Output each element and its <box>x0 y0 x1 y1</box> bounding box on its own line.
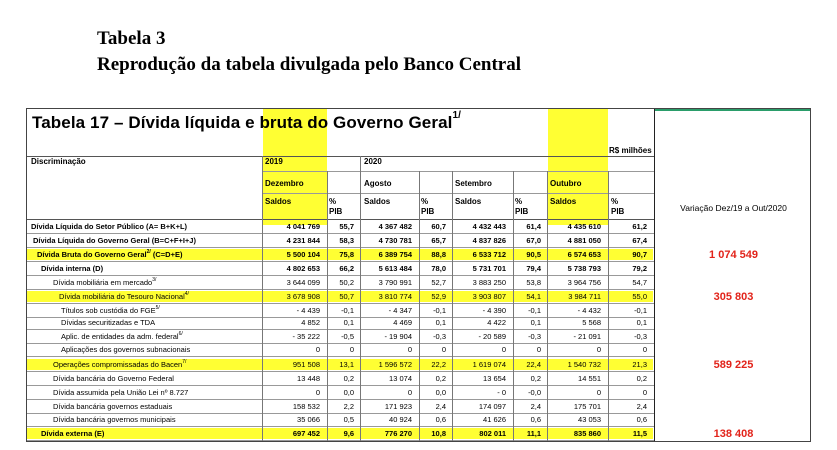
cell-pct-set: 0 <box>536 345 541 354</box>
row-rule <box>27 233 655 234</box>
right-panel-top-line <box>655 109 811 111</box>
cell-saldo-dez: 4 231 844 <box>286 236 320 245</box>
row-rule <box>27 356 655 357</box>
cell-saldo-set: 6 533 712 <box>472 250 506 259</box>
cell-saldo-dez: 158 532 <box>292 402 320 411</box>
cell-pct-set: 2,4 <box>530 402 541 411</box>
row-label: Dívida externa (E) <box>41 429 105 438</box>
cell-pct-ago: 10,8 <box>431 429 446 438</box>
sub-pct-dez: % <box>329 197 337 206</box>
cell-pct-out: 21,3 <box>632 360 647 369</box>
cell-pct-ago: 52,7 <box>431 278 446 287</box>
col-divider <box>547 171 548 441</box>
table-row <box>27 291 653 302</box>
row-label: Dívida Bruta do Governo Geral$^{2/}$ (C=D+E) <box>37 249 183 259</box>
cell-saldo-set: 3 883 250 <box>472 278 506 287</box>
cell-pct-dez: 2,2 <box>343 402 354 411</box>
cell-saldo-ago: 0 <box>407 345 412 354</box>
row-rule <box>27 385 655 386</box>
cell-pct-out: 90,7 <box>632 250 647 259</box>
sub-pib-dez: PIB <box>329 207 343 216</box>
col-divider <box>513 171 514 441</box>
variation-value: 305 803 <box>713 291 754 303</box>
variation-value: 1 074 549 <box>709 249 758 261</box>
cell-pct-ago: 60,7 <box>431 222 446 231</box>
row-label: Dívida interna (D) <box>41 264 104 273</box>
row-label: Dívida Líquida do Setor Público (A= B+K+L) <box>31 222 188 231</box>
cell-saldo-set: 802 011 <box>479 429 506 438</box>
cell-pct-dez: 58,3 <box>339 236 354 245</box>
cell-saldo-ago: 3 810 774 <box>378 292 412 301</box>
cell-saldo-set: 4 837 826 <box>472 236 506 245</box>
cell-saldo-out: 3 964 756 <box>567 278 601 287</box>
cell-pct-set: 0,2 <box>530 374 541 383</box>
cell-saldo-dez: 5 500 104 <box>286 250 320 259</box>
cell-saldo-dez: - 4 439 <box>296 306 320 315</box>
cell-pct-ago: 52,9 <box>431 292 446 301</box>
cell-saldo-dez: - 35 222 <box>292 332 320 341</box>
row-label: Dívida bancária governos municipais <box>53 415 176 424</box>
cell-saldo-dez: 3 678 908 <box>286 292 320 301</box>
cell-saldo-ago: 4 469 <box>393 318 412 327</box>
sub-saldos-ago: Saldos <box>364 197 391 206</box>
cell-saldo-set: 1 619 074 <box>472 360 506 369</box>
cell-pct-dez: 0,1 <box>343 318 354 327</box>
cell-saldo-out: 0 <box>596 345 601 354</box>
cell-saldo-dez: 35 066 <box>297 415 320 424</box>
table-title: Tabela 17 – Dívida líquida e bruta do Governo Geral$^{1/}$ <box>32 110 462 132</box>
cell-pct-out: 11,5 <box>632 429 647 438</box>
row-label: Dívida bancária governos estaduais <box>53 402 173 411</box>
cell-pct-set: 67,0 <box>526 236 541 245</box>
cell-saldo-dez: 4 802 653 <box>286 264 320 273</box>
cell-pct-set: -0,0 <box>528 388 541 397</box>
cell-pct-dez: 55,7 <box>339 222 354 231</box>
cell-pct-ago: -0,1 <box>433 306 446 315</box>
cell-pct-dez: 0,5 <box>343 415 354 424</box>
row-label: Dívida mobiliária do Tesouro Nacional$^{4/}$ <box>59 291 189 301</box>
cell-saldo-set: 0 <box>501 345 506 354</box>
col-divider <box>452 171 453 441</box>
cell-saldo-out: 4 881 050 <box>567 236 601 245</box>
cell-pct-set: -0,3 <box>528 332 541 341</box>
cell-pct-out: 55,0 <box>632 292 647 301</box>
cell-pct-set: 79,4 <box>526 264 541 273</box>
row-label: Dívida mobiliária em mercado$^{3/}$ <box>53 277 157 287</box>
cell-pct-dez: 9,6 <box>343 429 354 438</box>
table-row <box>27 249 653 260</box>
cell-saldo-dez: 697 452 <box>292 429 320 438</box>
cell-pct-ago: 0,6 <box>435 415 446 424</box>
col-divider <box>262 156 263 441</box>
cell-pct-out: 54,7 <box>632 278 647 287</box>
cell-saldo-dez: 0 <box>315 345 320 354</box>
cell-pct-out: 0,6 <box>636 415 647 424</box>
cell-pct-ago: -0,3 <box>433 332 446 341</box>
row-rule <box>27 289 655 290</box>
cell-pct-set: 0,1 <box>530 318 541 327</box>
month-outubro: Outubro <box>550 179 582 188</box>
variation-value: 138 408 <box>713 428 754 440</box>
cell-saldo-set: 174 097 <box>478 402 506 411</box>
cell-pct-out: 0,2 <box>636 374 647 383</box>
row-rule <box>27 440 655 441</box>
cell-saldo-set: - 20 589 <box>478 332 506 341</box>
cell-saldo-dez: 951 508 <box>292 360 320 369</box>
cell-pct-dez: 0,0 <box>343 388 354 397</box>
cell-pct-set: 54,1 <box>526 292 541 301</box>
cell-saldo-ago: 40 924 <box>389 415 412 424</box>
cell-pct-set: 90,5 <box>526 250 541 259</box>
cell-saldo-set: - 0 <box>497 388 506 397</box>
cell-saldo-out: 5 738 793 <box>567 264 601 273</box>
cell-saldo-ago: 5 613 484 <box>378 264 412 273</box>
cell-saldo-ago: 0 <box>407 388 412 397</box>
row-rule <box>27 371 655 372</box>
cell-saldo-ago: 776 270 <box>384 429 412 438</box>
cell-pct-set: 61,4 <box>526 222 541 231</box>
cell-saldo-out: 14 551 <box>578 374 601 383</box>
cell-saldo-dez: 4 852 <box>301 318 320 327</box>
row-label: Aplicações dos governos subnacionais <box>61 345 191 354</box>
cell-pct-dez: 50,2 <box>339 278 354 287</box>
col-divider <box>608 171 609 441</box>
unit-label: R$ milhões <box>609 146 652 155</box>
cell-saldo-ago: 6 389 754 <box>378 250 412 259</box>
cell-saldo-set: 41 626 <box>483 415 506 424</box>
cell-pct-ago: 65,7 <box>431 236 446 245</box>
header-rule <box>27 156 655 157</box>
month-setembro: Setembro <box>455 179 492 188</box>
sub-pct-ago: % <box>421 197 429 206</box>
cell-saldo-set: 4 432 443 <box>472 222 506 231</box>
cell-saldo-set: 4 422 <box>487 318 506 327</box>
cell-pct-ago: 0,0 <box>435 388 446 397</box>
cell-pct-out: 0 <box>642 345 647 354</box>
cell-pct-set: 11,1 <box>526 429 541 438</box>
sub-pib-set: PIB <box>515 207 529 216</box>
year-rule <box>263 171 655 172</box>
sub-pct-out: % <box>611 197 619 206</box>
cell-pct-dez: 66,2 <box>339 264 354 273</box>
cell-pct-out: 0,1 <box>636 318 647 327</box>
cell-saldo-out: 835 860 <box>573 429 601 438</box>
cell-pct-ago: 0 <box>441 345 446 354</box>
cell-saldo-dez: 13 448 <box>297 374 320 383</box>
row-rule <box>27 329 655 330</box>
cell-saldo-ago: 3 790 991 <box>378 278 412 287</box>
row-rule <box>27 275 655 276</box>
year-2019: 2019 <box>265 157 283 166</box>
sub-saldos-dez: Saldos <box>265 197 292 206</box>
row-label: Dívida Líquida do Governo Geral (B=C+F+I+J) <box>33 236 196 245</box>
table-frame <box>26 108 811 442</box>
cell-saldo-out: - 4 432 <box>577 306 601 315</box>
highlight-col-outubro <box>548 109 608 225</box>
cell-pct-dez: 13,1 <box>339 360 354 369</box>
sub-saldos-out: Saldos <box>550 197 577 206</box>
cell-pct-set: 53,8 <box>526 278 541 287</box>
cell-pct-dez: 0,2 <box>343 374 354 383</box>
page-heading-line2: Reprodução da tabela divulgada pelo Banco Central <box>97 54 522 75</box>
cell-pct-dez: 75,8 <box>339 250 354 259</box>
month-dezembro: Dezembro <box>265 179 304 188</box>
cell-saldo-dez: 3 644 099 <box>286 278 320 287</box>
cell-pct-set: 0,6 <box>530 415 541 424</box>
table-row <box>27 359 653 370</box>
month-agosto: Agosto <box>364 179 392 188</box>
variation-value: 589 225 <box>713 359 754 371</box>
variation-header: Variação Dez/19 a Out/2020 <box>680 203 787 213</box>
cell-saldo-set: 3 903 807 <box>472 292 506 301</box>
cell-pct-ago: 0,2 <box>435 374 446 383</box>
cell-saldo-ago: 13 074 <box>389 374 412 383</box>
page-heading-line1: Tabela 3 <box>97 28 166 49</box>
cell-pct-ago: 78,0 <box>431 264 446 273</box>
cell-pct-out: 2,4 <box>636 402 647 411</box>
cell-pct-ago: 22,2 <box>431 360 446 369</box>
cell-pct-set: 22,4 <box>526 360 541 369</box>
cell-pct-dez: -0,5 <box>341 332 354 341</box>
cell-saldo-set: - 4 390 <box>482 306 506 315</box>
cell-pct-out: 0 <box>642 388 647 397</box>
col-divider <box>360 156 361 441</box>
cell-saldo-out: - 21 091 <box>573 332 601 341</box>
row-rule <box>27 261 655 262</box>
cell-saldo-out: 6 574 653 <box>567 250 601 259</box>
cell-saldo-ago: - 4 347 <box>388 306 412 315</box>
sub-pct-set: % <box>515 197 523 206</box>
cell-pct-out: 67,4 <box>632 236 647 245</box>
cell-saldo-ago: 171 923 <box>384 402 412 411</box>
row-label: Operações compromissadas do Bacen$^{7/}$ <box>53 359 187 369</box>
cell-pct-out: -0,1 <box>634 306 647 315</box>
cell-pct-dez: 50,7 <box>339 292 354 301</box>
sub-pib-ago: PIB <box>421 207 435 216</box>
cell-saldo-out: 0 <box>596 388 601 397</box>
row-label: Dívidas securitizadas e TDA <box>61 318 156 327</box>
cell-saldo-ago: 4 730 781 <box>378 236 412 245</box>
cell-saldo-set: 13 654 <box>483 374 506 383</box>
cell-saldo-out: 1 540 732 <box>567 360 601 369</box>
sub-saldos-set: Saldos <box>455 197 482 206</box>
row-rule <box>27 399 655 400</box>
year-2020: 2020 <box>364 157 382 166</box>
cell-pct-out: -0,3 <box>634 332 647 341</box>
month-rule <box>263 193 655 194</box>
cell-saldo-ago: 4 367 482 <box>378 222 412 231</box>
cell-saldo-out: 175 701 <box>573 402 601 411</box>
row-label: Dívida assumida pela União Lei nº 8.727 <box>53 388 189 397</box>
cell-saldo-out: 5 568 <box>582 318 601 327</box>
row-rule <box>27 426 655 427</box>
row-label: Aplic. de entidades da adm. federal$^{6/}$ <box>61 331 183 341</box>
cell-pct-out: 61,2 <box>632 222 647 231</box>
cell-saldo-ago: - 19 904 <box>384 332 412 341</box>
cell-pct-ago: 0,1 <box>435 318 446 327</box>
cell-pct-ago: 88,8 <box>431 250 446 259</box>
col-divider <box>419 171 420 441</box>
row-rule <box>27 303 655 304</box>
col-divider <box>654 109 655 441</box>
table-row <box>27 428 653 439</box>
row-label: Títulos sob custódia do $FGE^{5/}$ <box>61 305 160 315</box>
cell-pct-ago: 2,4 <box>435 402 446 411</box>
col-divider <box>327 171 328 441</box>
cell-saldo-out: 4 435 610 <box>567 222 601 231</box>
cell-pct-dez: 0 <box>349 345 354 354</box>
row-label: Dívida bancária do Governo Federal <box>53 374 174 383</box>
cell-saldo-dez: 4 041 769 <box>286 222 320 231</box>
cell-pct-set: -0,1 <box>528 306 541 315</box>
cell-saldo-ago: 1 596 572 <box>378 360 412 369</box>
column-label-discriminacao: Discriminação <box>31 157 86 166</box>
cell-pct-out: 79,2 <box>632 264 647 273</box>
sub-pib-out: PIB <box>611 207 625 216</box>
cell-saldo-dez: 0 <box>315 388 320 397</box>
cell-pct-dez: -0,1 <box>341 306 354 315</box>
cell-saldo-out: 43 053 <box>578 415 601 424</box>
cell-saldo-out: 3 984 711 <box>568 292 601 301</box>
row-rule <box>27 247 655 248</box>
cell-saldo-set: 5 731 701 <box>472 264 506 273</box>
body-top-rule <box>27 219 655 220</box>
